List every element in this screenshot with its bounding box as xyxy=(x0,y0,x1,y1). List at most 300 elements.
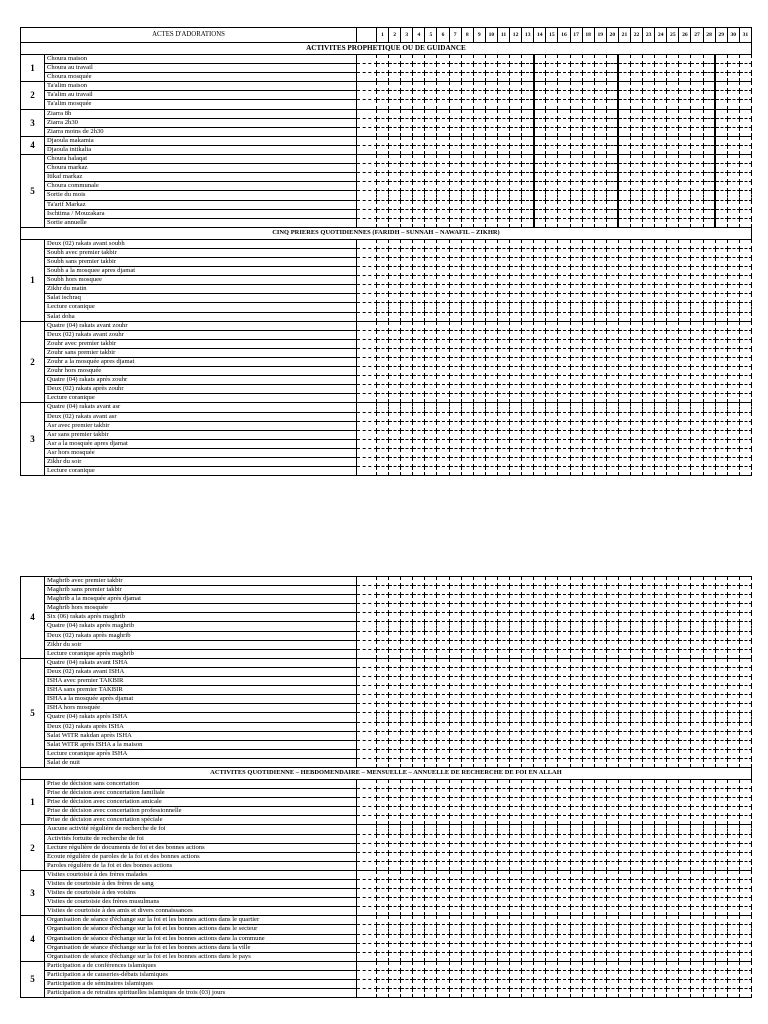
day-cell[interactable] xyxy=(630,943,642,952)
day-cell[interactable] xyxy=(606,100,618,109)
day-cell[interactable] xyxy=(691,73,703,82)
day-cell[interactable] xyxy=(739,100,751,109)
day-cell[interactable] xyxy=(510,458,522,467)
day-cell[interactable] xyxy=(630,164,642,173)
day-cell[interactable] xyxy=(534,595,546,604)
day-cell[interactable] xyxy=(461,704,473,713)
day-cell[interactable] xyxy=(425,622,437,631)
day-cell[interactable] xyxy=(655,55,667,64)
day-cell[interactable] xyxy=(401,695,413,704)
day-cell[interactable] xyxy=(655,870,667,879)
day-cell[interactable] xyxy=(389,704,401,713)
day-cell[interactable] xyxy=(461,339,473,348)
day-cell[interactable] xyxy=(377,164,389,173)
day-cell[interactable] xyxy=(691,200,703,209)
day-cell[interactable] xyxy=(618,173,630,182)
day-cell[interactable] xyxy=(510,218,522,227)
day-cell[interactable] xyxy=(630,870,642,879)
day-cell[interactable] xyxy=(606,852,618,861)
day-cell[interactable] xyxy=(606,127,618,136)
day-cell[interactable] xyxy=(522,64,534,73)
day-cell[interactable] xyxy=(582,155,594,164)
day-cell[interactable] xyxy=(582,889,594,898)
day-cell[interactable] xyxy=(401,779,413,788)
day-cell[interactable] xyxy=(449,595,461,604)
day-cell[interactable] xyxy=(401,136,413,145)
day-cell[interactable] xyxy=(739,658,751,667)
day-cell[interactable] xyxy=(667,100,679,109)
day-cell[interactable] xyxy=(497,889,509,898)
day-cell[interactable] xyxy=(534,191,546,200)
day-cell[interactable] xyxy=(497,749,509,758)
day-cell[interactable] xyxy=(618,200,630,209)
day-cell[interactable] xyxy=(522,889,534,898)
day-cell[interactable] xyxy=(643,118,655,127)
day-cell[interactable] xyxy=(534,64,546,73)
day-cell[interactable] xyxy=(413,834,425,843)
day-cell[interactable] xyxy=(485,713,497,722)
day-cell[interactable] xyxy=(618,385,630,394)
day-cell[interactable] xyxy=(643,798,655,807)
day-cell[interactable] xyxy=(606,779,618,788)
day-cell[interactable] xyxy=(594,586,606,595)
day-cell[interactable] xyxy=(667,613,679,622)
day-cell[interactable] xyxy=(606,952,618,961)
day-cell[interactable] xyxy=(461,403,473,412)
day-cell[interactable] xyxy=(691,749,703,758)
day-cell[interactable] xyxy=(461,448,473,457)
day-cell[interactable] xyxy=(485,880,497,889)
day-cell[interactable] xyxy=(558,807,570,816)
day-cell[interactable] xyxy=(594,421,606,430)
day-cell[interactable] xyxy=(570,358,582,367)
day-cell[interactable] xyxy=(558,880,570,889)
day-cell[interactable] xyxy=(425,257,437,266)
day-cell[interactable] xyxy=(667,64,679,73)
day-cell[interactable] xyxy=(667,631,679,640)
day-cell[interactable] xyxy=(558,164,570,173)
day-cell[interactable] xyxy=(497,339,509,348)
day-cell[interactable] xyxy=(582,843,594,852)
day-cell[interactable] xyxy=(389,889,401,898)
day-cell[interactable] xyxy=(485,889,497,898)
day-cell[interactable] xyxy=(739,631,751,640)
day-cell[interactable] xyxy=(461,191,473,200)
day-cell[interactable] xyxy=(425,695,437,704)
day-cell[interactable] xyxy=(449,91,461,100)
day-cell[interactable] xyxy=(715,798,727,807)
day-cell[interactable] xyxy=(618,155,630,164)
day-cell[interactable] xyxy=(643,586,655,595)
day-cell[interactable] xyxy=(643,852,655,861)
day-cell[interactable] xyxy=(715,218,727,227)
day-cell[interactable] xyxy=(570,980,582,989)
day-cell[interactable] xyxy=(727,740,739,749)
day-cell[interactable] xyxy=(401,934,413,943)
day-cell[interactable] xyxy=(739,704,751,713)
day-cell[interactable] xyxy=(558,622,570,631)
day-cell[interactable] xyxy=(534,173,546,182)
day-cell[interactable] xyxy=(570,73,582,82)
day-cell[interactable] xyxy=(679,64,691,73)
day-cell[interactable] xyxy=(739,825,751,834)
day-cell[interactable] xyxy=(739,880,751,889)
day-cell[interactable] xyxy=(473,934,485,943)
day-cell[interactable] xyxy=(618,604,630,613)
day-cell[interactable] xyxy=(655,394,667,403)
day-cell[interactable] xyxy=(582,834,594,843)
day-cell[interactable] xyxy=(449,861,461,870)
day-cell[interactable] xyxy=(606,961,618,970)
day-cell[interactable] xyxy=(594,816,606,825)
day-cell[interactable] xyxy=(558,118,570,127)
day-cell[interactable] xyxy=(485,239,497,248)
day-cell[interactable] xyxy=(582,285,594,294)
day-cell[interactable] xyxy=(437,916,449,925)
day-cell[interactable] xyxy=(643,294,655,303)
day-cell[interactable] xyxy=(667,852,679,861)
day-cell[interactable] xyxy=(582,412,594,421)
day-cell[interactable] xyxy=(558,394,570,403)
day-cell[interactable] xyxy=(570,248,582,257)
day-cell[interactable] xyxy=(582,825,594,834)
day-cell[interactable] xyxy=(667,439,679,448)
day-cell[interactable] xyxy=(715,834,727,843)
day-cell[interactable] xyxy=(389,394,401,403)
day-cell[interactable] xyxy=(389,458,401,467)
day-cell[interactable] xyxy=(522,740,534,749)
day-cell[interactable] xyxy=(425,164,437,173)
day-cell[interactable] xyxy=(522,731,534,740)
day-cell[interactable] xyxy=(534,376,546,385)
day-cell[interactable] xyxy=(570,294,582,303)
day-cell[interactable] xyxy=(703,367,715,376)
day-cell[interactable] xyxy=(582,367,594,376)
day-cell[interactable] xyxy=(425,649,437,658)
day-cell[interactable] xyxy=(425,749,437,758)
day-cell[interactable] xyxy=(739,91,751,100)
day-cell[interactable] xyxy=(667,218,679,227)
day-cell[interactable] xyxy=(449,303,461,312)
day-cell[interactable] xyxy=(522,155,534,164)
day-cell[interactable] xyxy=(377,64,389,73)
day-cell[interactable] xyxy=(691,239,703,248)
day-cell[interactable] xyxy=(618,73,630,82)
day-cell[interactable] xyxy=(630,631,642,640)
day-cell[interactable] xyxy=(522,816,534,825)
day-cell[interactable] xyxy=(570,257,582,266)
day-cell[interactable] xyxy=(473,952,485,961)
day-cell[interactable] xyxy=(606,889,618,898)
day-cell[interactable] xyxy=(510,267,522,276)
day-cell[interactable] xyxy=(449,658,461,667)
day-cell[interactable] xyxy=(449,448,461,457)
day-cell[interactable] xyxy=(485,789,497,798)
day-cell[interactable] xyxy=(425,952,437,961)
day-cell[interactable] xyxy=(630,807,642,816)
day-cell[interactable] xyxy=(461,367,473,376)
day-cell[interactable] xyxy=(377,430,389,439)
day-cell[interactable] xyxy=(401,64,413,73)
day-cell[interactable] xyxy=(679,239,691,248)
day-cell[interactable] xyxy=(679,686,691,695)
day-cell[interactable] xyxy=(510,631,522,640)
day-cell[interactable] xyxy=(546,731,558,740)
day-cell[interactable] xyxy=(558,595,570,604)
day-cell[interactable] xyxy=(473,970,485,979)
day-cell[interactable] xyxy=(485,595,497,604)
day-cell[interactable] xyxy=(594,649,606,658)
day-cell[interactable] xyxy=(679,952,691,961)
day-cell[interactable] xyxy=(473,758,485,767)
day-cell[interactable] xyxy=(582,907,594,916)
day-cell[interactable] xyxy=(739,200,751,209)
day-cell[interactable] xyxy=(510,861,522,870)
day-cell[interactable] xyxy=(449,339,461,348)
day-cell[interactable] xyxy=(497,248,509,257)
day-cell[interactable] xyxy=(643,173,655,182)
day-cell[interactable] xyxy=(715,640,727,649)
day-cell[interactable] xyxy=(461,713,473,722)
day-cell[interactable] xyxy=(449,248,461,257)
day-cell[interactable] xyxy=(594,889,606,898)
day-cell[interactable] xyxy=(389,843,401,852)
day-cell[interactable] xyxy=(630,613,642,622)
day-cell[interactable] xyxy=(449,870,461,879)
day-cell[interactable] xyxy=(389,934,401,943)
day-cell[interactable] xyxy=(413,731,425,740)
day-cell[interactable] xyxy=(437,339,449,348)
day-cell[interactable] xyxy=(425,713,437,722)
day-cell[interactable] xyxy=(413,239,425,248)
day-cell[interactable] xyxy=(377,248,389,257)
day-cell[interactable] xyxy=(618,136,630,145)
day-cell[interactable] xyxy=(485,209,497,218)
day-cell[interactable] xyxy=(534,136,546,145)
day-cell[interactable] xyxy=(606,980,618,989)
day-cell[interactable] xyxy=(570,934,582,943)
day-cell[interactable] xyxy=(643,807,655,816)
day-cell[interactable] xyxy=(425,385,437,394)
day-cell[interactable] xyxy=(630,403,642,412)
day-cell[interactable] xyxy=(739,145,751,154)
day-cell[interactable] xyxy=(461,843,473,852)
day-cell[interactable] xyxy=(473,348,485,357)
day-cell[interactable] xyxy=(582,321,594,330)
day-cell[interactable] xyxy=(727,925,739,934)
day-cell[interactable] xyxy=(546,200,558,209)
day-cell[interactable] xyxy=(534,834,546,843)
day-cell[interactable] xyxy=(727,870,739,879)
day-cell[interactable] xyxy=(377,816,389,825)
day-cell[interactable] xyxy=(389,173,401,182)
day-cell[interactable] xyxy=(546,276,558,285)
day-cell[interactable] xyxy=(606,285,618,294)
day-cell[interactable] xyxy=(389,200,401,209)
day-cell[interactable] xyxy=(570,82,582,91)
day-cell[interactable] xyxy=(425,127,437,136)
day-cell[interactable] xyxy=(449,145,461,154)
day-cell[interactable] xyxy=(630,218,642,227)
day-cell[interactable] xyxy=(449,458,461,467)
day-cell[interactable] xyxy=(606,667,618,676)
day-cell[interactable] xyxy=(715,285,727,294)
day-cell[interactable] xyxy=(655,267,667,276)
day-cell[interactable] xyxy=(485,604,497,613)
day-cell[interactable] xyxy=(715,870,727,879)
day-cell[interactable] xyxy=(522,267,534,276)
day-cell[interactable] xyxy=(679,385,691,394)
day-cell[interactable] xyxy=(643,136,655,145)
day-cell[interactable] xyxy=(389,303,401,312)
day-cell[interactable] xyxy=(534,330,546,339)
day-cell[interactable] xyxy=(594,686,606,695)
day-cell[interactable] xyxy=(691,861,703,870)
day-cell[interactable] xyxy=(679,980,691,989)
day-cell[interactable] xyxy=(522,109,534,118)
day-cell[interactable] xyxy=(461,731,473,740)
day-cell[interactable] xyxy=(558,145,570,154)
day-cell[interactable] xyxy=(618,321,630,330)
day-cell[interactable] xyxy=(534,412,546,421)
day-cell[interactable] xyxy=(377,218,389,227)
day-cell[interactable] xyxy=(606,385,618,394)
day-cell[interactable] xyxy=(703,907,715,916)
day-cell[interactable] xyxy=(485,267,497,276)
day-cell[interactable] xyxy=(558,239,570,248)
day-cell[interactable] xyxy=(522,458,534,467)
day-cell[interactable] xyxy=(534,807,546,816)
day-cell[interactable] xyxy=(546,248,558,257)
day-cell[interactable] xyxy=(522,834,534,843)
day-cell[interactable] xyxy=(570,439,582,448)
day-cell[interactable] xyxy=(606,825,618,834)
day-cell[interactable] xyxy=(727,970,739,979)
day-cell[interactable] xyxy=(461,109,473,118)
day-cell[interactable] xyxy=(510,430,522,439)
day-cell[interactable] xyxy=(691,82,703,91)
day-cell[interactable] xyxy=(473,467,485,476)
day-cell[interactable] xyxy=(413,916,425,925)
day-cell[interactable] xyxy=(546,73,558,82)
day-cell[interactable] xyxy=(497,640,509,649)
day-cell[interactable] xyxy=(703,604,715,613)
day-cell[interactable] xyxy=(643,267,655,276)
day-cell[interactable] xyxy=(534,722,546,731)
day-cell[interactable] xyxy=(425,467,437,476)
day-cell[interactable] xyxy=(630,385,642,394)
day-cell[interactable] xyxy=(558,136,570,145)
day-cell[interactable] xyxy=(715,421,727,430)
day-cell[interactable] xyxy=(558,294,570,303)
day-cell[interactable] xyxy=(449,155,461,164)
day-cell[interactable] xyxy=(425,834,437,843)
day-cell[interactable] xyxy=(522,303,534,312)
day-cell[interactable] xyxy=(377,376,389,385)
day-cell[interactable] xyxy=(497,385,509,394)
day-cell[interactable] xyxy=(401,430,413,439)
day-cell[interactable] xyxy=(425,73,437,82)
day-cell[interactable] xyxy=(558,100,570,109)
day-cell[interactable] xyxy=(703,100,715,109)
day-cell[interactable] xyxy=(594,704,606,713)
day-cell[interactable] xyxy=(461,73,473,82)
day-cell[interactable] xyxy=(739,127,751,136)
day-cell[interactable] xyxy=(739,164,751,173)
day-cell[interactable] xyxy=(691,385,703,394)
day-cell[interactable] xyxy=(679,667,691,676)
day-cell[interactable] xyxy=(715,321,727,330)
day-cell[interactable] xyxy=(401,686,413,695)
day-cell[interactable] xyxy=(558,825,570,834)
day-cell[interactable] xyxy=(691,467,703,476)
day-cell[interactable] xyxy=(449,880,461,889)
day-cell[interactable] xyxy=(473,145,485,154)
day-cell[interactable] xyxy=(618,695,630,704)
day-cell[interactable] xyxy=(558,961,570,970)
day-cell[interactable] xyxy=(485,989,497,998)
day-cell[interactable] xyxy=(739,403,751,412)
day-cell[interactable] xyxy=(389,713,401,722)
day-cell[interactable] xyxy=(667,118,679,127)
day-cell[interactable] xyxy=(522,861,534,870)
day-cell[interactable] xyxy=(461,807,473,816)
day-cell[interactable] xyxy=(389,740,401,749)
day-cell[interactable] xyxy=(534,218,546,227)
day-cell[interactable] xyxy=(461,200,473,209)
day-cell[interactable] xyxy=(691,595,703,604)
day-cell[interactable] xyxy=(727,889,739,898)
day-cell[interactable] xyxy=(461,613,473,622)
day-cell[interactable] xyxy=(606,276,618,285)
day-cell[interactable] xyxy=(655,779,667,788)
day-cell[interactable] xyxy=(485,118,497,127)
day-cell[interactable] xyxy=(546,55,558,64)
day-cell[interactable] xyxy=(473,339,485,348)
day-cell[interactable] xyxy=(715,100,727,109)
day-cell[interactable] xyxy=(630,100,642,109)
day-cell[interactable] xyxy=(727,173,739,182)
day-cell[interactable] xyxy=(582,740,594,749)
day-cell[interactable] xyxy=(558,798,570,807)
day-cell[interactable] xyxy=(570,779,582,788)
day-cell[interactable] xyxy=(522,686,534,695)
day-cell[interactable] xyxy=(377,713,389,722)
day-cell[interactable] xyxy=(727,118,739,127)
day-cell[interactable] xyxy=(389,852,401,861)
day-cell[interactable] xyxy=(546,889,558,898)
day-cell[interactable] xyxy=(727,145,739,154)
day-cell[interactable] xyxy=(655,852,667,861)
day-cell[interactable] xyxy=(497,961,509,970)
day-cell[interactable] xyxy=(679,861,691,870)
day-cell[interactable] xyxy=(485,825,497,834)
day-cell[interactable] xyxy=(546,758,558,767)
day-cell[interactable] xyxy=(570,109,582,118)
day-cell[interactable] xyxy=(679,613,691,622)
day-cell[interactable] xyxy=(679,758,691,767)
day-cell[interactable] xyxy=(389,73,401,82)
day-cell[interactable] xyxy=(630,155,642,164)
day-cell[interactable] xyxy=(679,925,691,934)
day-cell[interactable] xyxy=(510,686,522,695)
day-cell[interactable] xyxy=(522,412,534,421)
day-cell[interactable] xyxy=(643,640,655,649)
day-cell[interactable] xyxy=(606,155,618,164)
day-cell[interactable] xyxy=(437,403,449,412)
day-cell[interactable] xyxy=(679,248,691,257)
day-cell[interactable] xyxy=(679,55,691,64)
